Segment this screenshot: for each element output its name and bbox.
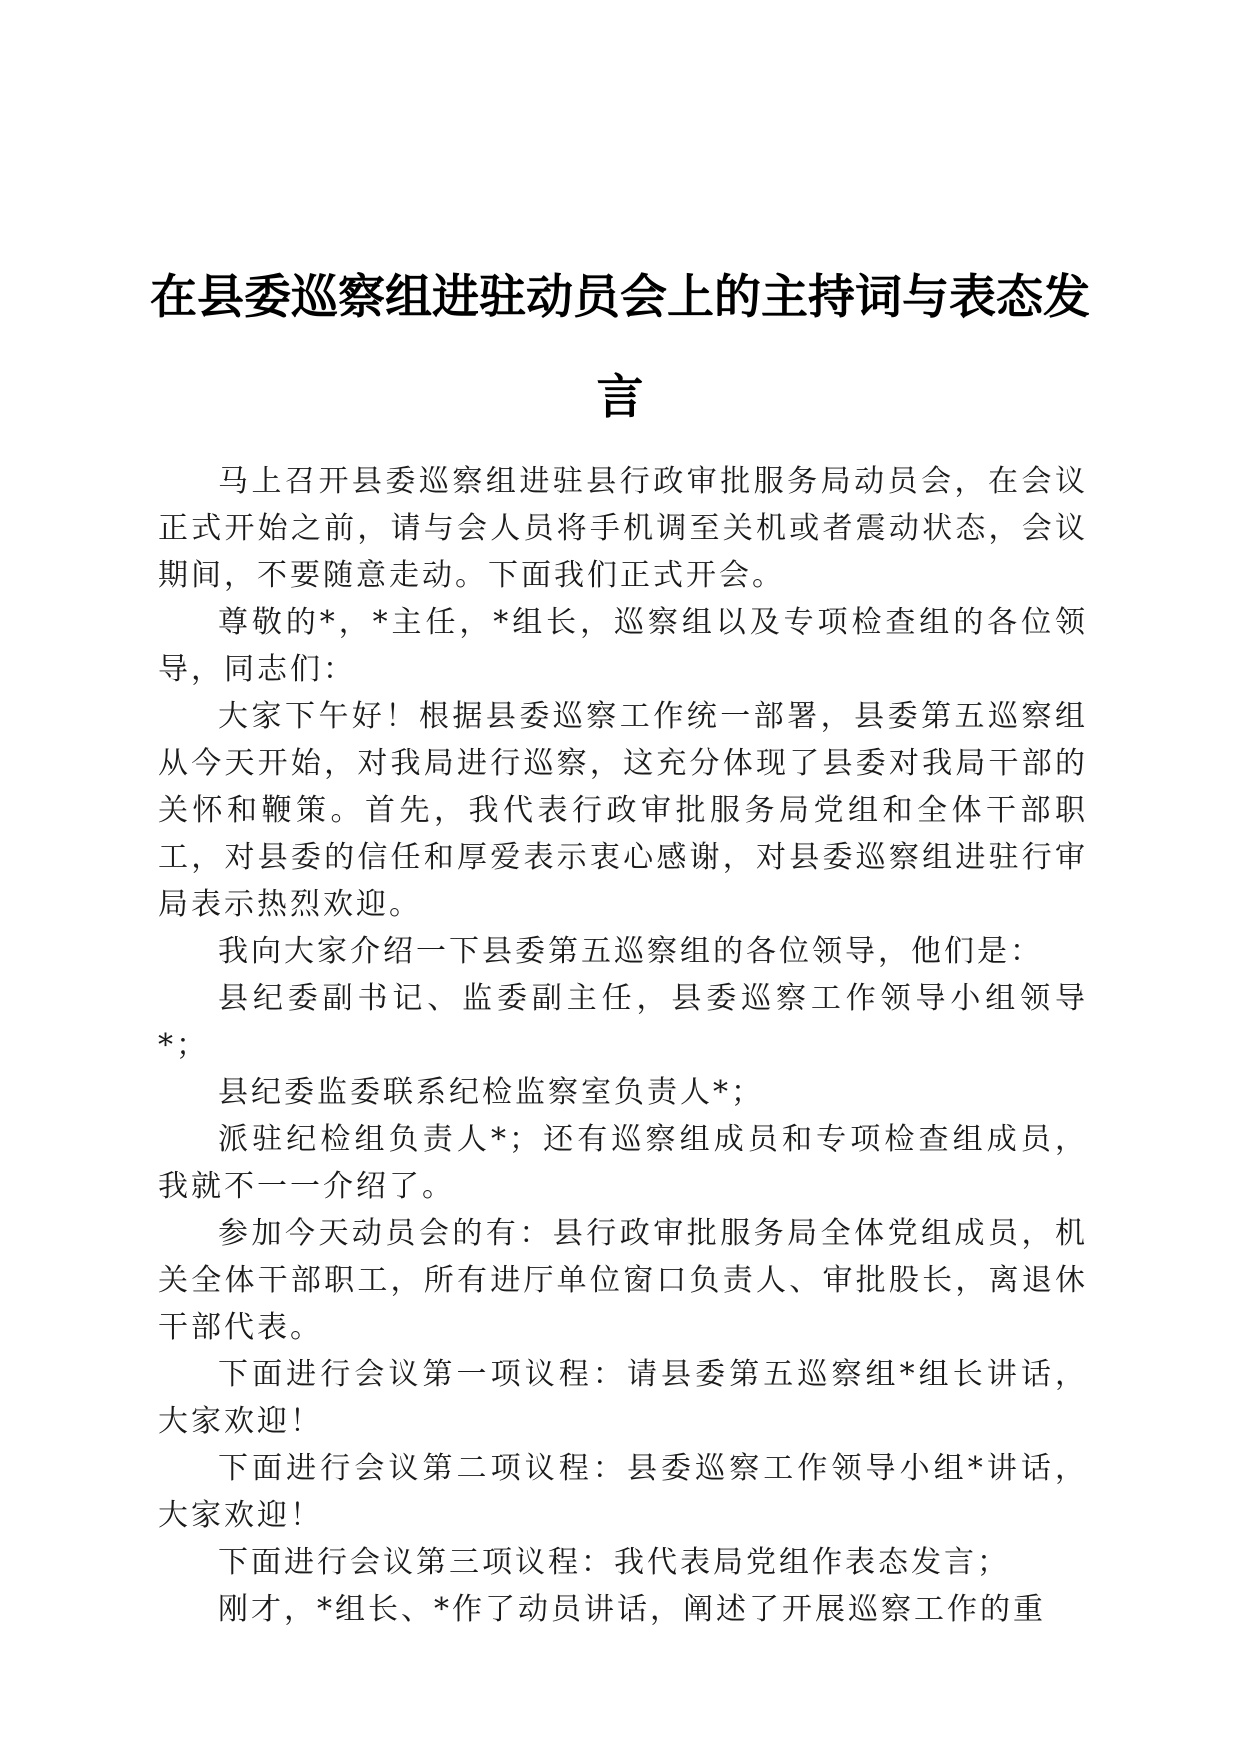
paragraph: 刚才，*组长、*作了动员讲话，阐述了开展巡察工作的重: [218, 1592, 1046, 1627]
document-title: 在县委巡察组进驻动员会上的主持词与表态发言: [150, 270, 1090, 425]
paragraph: 下面进行会议第三项议程：我代表局党组作表态发言；: [218, 1545, 1010, 1580]
paragraph: 马上召开县委巡察组进驻县行政审批服务局动员会，在会议正式开始之前，请与会人员将手机调至关机或者震动状态，会议期间，不要随意走动。下面我们正式开会。: [158, 464, 1088, 593]
document-body: [158, 458, 1088, 1633]
paragraph: 下面进行会议第一项议程：请县委第五巡察组*组长讲话，大家欢迎！: [158, 1357, 1088, 1439]
paragraph: 下面进行会议第二项议程：县委巡察工作领导小组*讲话，大家欢迎！: [158, 1451, 1088, 1533]
paragraph: 县纪委监委联系纪检监察室负责人*；: [218, 1075, 764, 1110]
paragraph: 尊敬的*，*主任，*组长，巡察组以及专项检查组的各位领导，同志们：: [158, 605, 1088, 687]
paragraph: 派驻纪检组负责人*；还有巡察组成员和专项检查组成员，我就不一一介绍了。: [158, 1122, 1088, 1204]
paragraph: 大家下午好！根据县委巡察工作统一部署，县委第五巡察组从今天开始，对我局进行巡察，这充分体现了县委对我局干部的关怀和鞭策。首先，我代表行政审批服务局党组和全体干部职工，对县委的信任和厚爱表示衷心感谢，对县委巡察组进驻行审局表示热烈欢迎。: [158, 699, 1088, 922]
paragraph: 我向大家介绍一下县委第五巡察组的各位领导，他们是：: [218, 934, 1043, 969]
paragraph: 县纪委副书记、监委副主任，县委巡察工作领导小组领导*；: [158, 981, 1088, 1063]
paragraph: 参加今天动员会的有：县行政审批服务局全体党组成员，机关全体干部职工，所有进厅单位窗口负责人、审批股长，离退休干部代表。: [158, 1216, 1088, 1345]
